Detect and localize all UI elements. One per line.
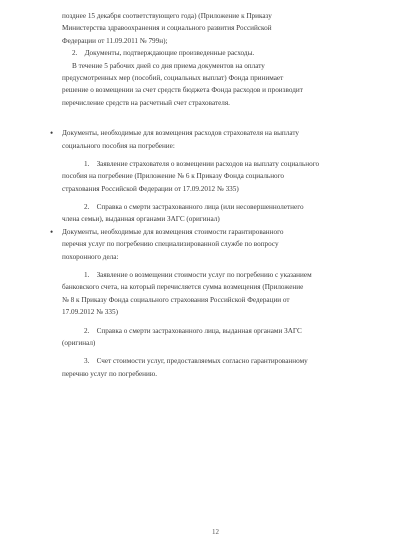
bullet-section-1 [50,127,352,152]
numbered-line [62,47,352,59]
item-text: Счет стоимости услуг, предоставляемых согласно гарантированному [96,357,308,366]
bullet-section-2 [50,226,352,263]
text-line: перечня услуг по погребению специализированной службе по вопросу [62,240,279,249]
bullet-icon: • [50,128,54,139]
text-line: Документы, необходимые для возмещения расходов страхователя на выплату [62,129,300,138]
text-line: (оригинал) [62,338,96,347]
text-line: предусмотренных мер (пособий, социальных выплат) Фонда принимает [62,73,284,82]
item-text: Документы, подтверждающие произведенные расходы. [84,49,255,58]
item-text: Заявление о возмещении стоимости услуг по погребению с указанием [96,271,312,280]
item-text: Заявление страхователя о возмещении расходов на выплату социального [96,159,320,168]
document-body [50,10,352,380]
numbered-line [62,325,352,337]
text-line: члена семьи), выданная органами ЗАГС (оригинал) [62,215,220,224]
text-line: Федерации от 11.09.2011 № 799н); [62,36,168,45]
text-line: перечисление средств на расчетный счет страхователя. [62,98,230,107]
text-line: 17.09.2012 № 335) [62,308,118,317]
text-line: № 8 к Приказу Фонда социального страхования Российской Федерации от [62,295,290,304]
text-line: страхования Российской Федерации от 17.09.2012 № 335) [62,184,239,193]
text-line: похоронного дела: [62,252,119,261]
page-number: 12 [212,528,219,536]
item-number: 2. [72,49,78,58]
text-line: перечню услуг по погребению. [62,369,157,378]
item-number: 1. [84,271,90,280]
numbered-line [62,355,352,367]
text-line: позднее 15 декабря соответствующего года) (Приложение к Приказу [62,12,272,20]
text-line: В течение 5 рабочих дней со дня приема документов на оплату [72,61,265,70]
item-text: Справка о смерти застрахованного лица (или несовершеннолетнего [96,203,304,212]
numbered-line [62,158,352,170]
numbered-line [62,269,352,281]
text-line: пособия на погребение (Приложение № 6 к Приказу Фонда социального [62,172,284,181]
bullet-icon: • [50,226,54,237]
text-line: Документы, необходимые для возмещения стоимости гарантированного [62,227,284,236]
text-line: решение о возмещении за счет средств бюджета Фонда расходов и производит [62,86,303,95]
text-line: социального пособия на погребение: [62,141,175,150]
item-text: Справка о смерти застрахованного лица, выданная органами ЗАГС [96,326,302,335]
text-line: Министерства здравоохранения и социального развития Российской [62,24,272,33]
item-number: 3. [84,357,90,366]
item-number: 1. [84,159,90,168]
item-number: 2. [84,326,90,335]
text-line: банковского счета, на который перечисляется сумма возмещения (Приложение [62,283,304,292]
numbered-line [62,201,352,213]
item-number: 2. [84,203,90,212]
